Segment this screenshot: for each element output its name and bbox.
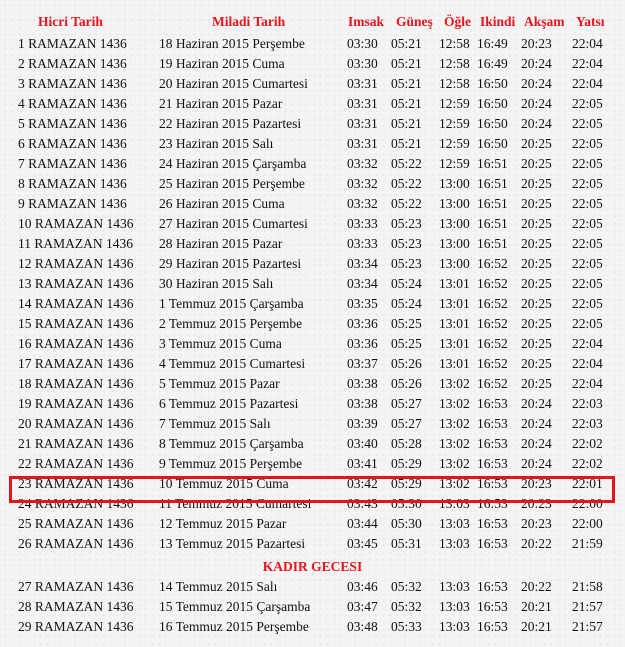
cell-yatsi: 21:58 <box>572 579 603 594</box>
cell-ikindi: 16:53 <box>477 579 508 594</box>
cell-hicri: 19 RAMAZAN 1436 <box>18 396 134 411</box>
cell-ikindi: 16:49 <box>477 36 508 51</box>
cell-imsak: 03:34 <box>347 276 378 291</box>
table-row <box>0 494 625 514</box>
cell-ogle: 13:01 <box>439 296 470 311</box>
table-row <box>0 597 625 617</box>
cell-aksam: 20:25 <box>521 196 552 211</box>
cell-aksam: 20:24 <box>521 456 552 471</box>
cell-yatsi: 22:03 <box>572 396 603 411</box>
cell-imsak: 03:34 <box>347 256 378 271</box>
cell-ogle: 13:00 <box>439 256 470 271</box>
cell-gunes: 05:24 <box>391 296 422 311</box>
cell-yatsi: 22:04 <box>572 76 603 91</box>
cell-gunes: 05:21 <box>391 116 422 131</box>
table-row <box>0 334 625 354</box>
cell-ogle: 12:59 <box>439 136 470 151</box>
cell-gunes: 05:33 <box>391 619 422 634</box>
header-yatsi: Yatsı <box>576 14 605 29</box>
cell-miladi: 8 Temmuz 2015 Çarşamba <box>159 436 304 451</box>
cell-ikindi: 16:53 <box>477 436 508 451</box>
cell-imsak: 03:47 <box>347 599 378 614</box>
cell-hicri: 9 RAMAZAN 1436 <box>18 196 127 211</box>
cell-ogle: 13:03 <box>439 496 470 511</box>
cell-imsak: 03:32 <box>347 176 378 191</box>
cell-aksam: 20:24 <box>521 416 552 431</box>
cell-aksam: 20:25 <box>521 276 552 291</box>
cell-ikindi: 16:49 <box>477 56 508 71</box>
cell-imsak: 03:30 <box>347 56 378 71</box>
cell-hicri: 15 RAMAZAN 1436 <box>18 316 134 331</box>
cell-hicri: 28 RAMAZAN 1436 <box>18 599 134 614</box>
cell-imsak: 03:33 <box>347 216 378 231</box>
cell-imsak: 03:32 <box>347 196 378 211</box>
cell-imsak: 03:33 <box>347 236 378 251</box>
cell-ogle: 13:01 <box>439 336 470 351</box>
cell-yatsi: 22:05 <box>572 156 603 171</box>
table-row <box>0 194 625 214</box>
cell-yatsi: 22:00 <box>572 516 603 531</box>
cell-ikindi: 16:53 <box>477 396 508 411</box>
cell-yatsi: 22:04 <box>572 336 603 351</box>
cell-ikindi: 16:51 <box>477 156 508 171</box>
cell-hicri: 27 RAMAZAN 1436 <box>18 579 134 594</box>
cell-yatsi: 22:05 <box>572 196 603 211</box>
cell-miladi: 28 Haziran 2015 Pazar <box>159 236 283 251</box>
cell-imsak: 03:37 <box>347 356 378 371</box>
cell-ikindi: 16:52 <box>477 336 508 351</box>
cell-hicri: 2 RAMAZAN 1436 <box>18 56 127 71</box>
cell-hicri: 26 RAMAZAN 1436 <box>18 536 134 551</box>
cell-hicri: 22 RAMAZAN 1436 <box>18 456 134 471</box>
table-row <box>0 294 625 314</box>
cell-hicri: 23 RAMAZAN 1436 <box>18 476 134 491</box>
cell-gunes: 05:30 <box>391 516 422 531</box>
cell-ogle: 13:03 <box>439 599 470 614</box>
table-row <box>0 314 625 334</box>
cell-ogle: 13:02 <box>439 436 470 451</box>
cell-yatsi: 22:05 <box>572 96 603 111</box>
table-row <box>0 454 625 474</box>
cell-ikindi: 16:53 <box>477 516 508 531</box>
cell-hicri: 10 RAMAZAN 1436 <box>18 216 134 231</box>
cell-ogle: 13:03 <box>439 516 470 531</box>
cell-gunes: 05:25 <box>391 336 422 351</box>
cell-yatsi: 22:03 <box>572 416 603 431</box>
cell-ikindi: 16:53 <box>477 456 508 471</box>
cell-miladi: 3 Temmuz 2015 Cuma <box>159 336 282 351</box>
cell-miladi: 30 Haziran 2015 Salı <box>159 276 274 291</box>
cell-miladi: 25 Haziran 2015 Perşembe <box>159 176 305 191</box>
cell-hicri: 20 RAMAZAN 1436 <box>18 416 134 431</box>
cell-miladi: 16 Temmuz 2015 Perşembe <box>159 619 309 634</box>
cell-gunes: 05:26 <box>391 356 422 371</box>
cell-ogle: 13:01 <box>439 276 470 291</box>
cell-yatsi: 22:05 <box>572 276 603 291</box>
table-row <box>0 254 625 274</box>
cell-ikindi: 16:51 <box>477 196 508 211</box>
cell-aksam: 20:25 <box>521 356 552 371</box>
cell-aksam: 20:25 <box>521 156 552 171</box>
cell-miladi: 7 Temmuz 2015 Salı <box>159 416 271 431</box>
cell-ogle: 13:02 <box>439 416 470 431</box>
cell-yatsi: 22:05 <box>572 256 603 271</box>
cell-ogle: 13:03 <box>439 536 470 551</box>
cell-miladi: 6 Temmuz 2015 Pazartesi <box>159 396 299 411</box>
cell-hicri: 29 RAMAZAN 1436 <box>18 619 134 634</box>
cell-ogle: 13:01 <box>439 316 470 331</box>
cell-aksam: 20:25 <box>521 296 552 311</box>
cell-miladi: 12 Temmuz 2015 Pazar <box>159 516 287 531</box>
cell-ogle: 13:00 <box>439 196 470 211</box>
cell-ikindi: 16:53 <box>477 619 508 634</box>
cell-yatsi: 21:59 <box>572 536 603 551</box>
cell-miladi: 24 Haziran 2015 Çarşamba <box>159 156 307 171</box>
cell-gunes: 05:21 <box>391 96 422 111</box>
cell-gunes: 05:22 <box>391 196 422 211</box>
cell-ikindi: 16:51 <box>477 236 508 251</box>
table-row <box>0 474 625 494</box>
table-row <box>0 274 625 294</box>
table-row <box>0 134 625 154</box>
cell-ikindi: 16:50 <box>477 76 508 91</box>
cell-hicri: 5 RAMAZAN 1436 <box>18 116 127 131</box>
cell-ogle: 13:01 <box>439 356 470 371</box>
cell-yatsi: 22:05 <box>572 136 603 151</box>
cell-miladi: 19 Haziran 2015 Cuma <box>159 56 285 71</box>
cell-imsak: 03:38 <box>347 376 378 391</box>
cell-ogle: 13:03 <box>439 579 470 594</box>
cell-yatsi: 22:02 <box>572 456 603 471</box>
cell-ogle: 13:03 <box>439 619 470 634</box>
cell-miladi: 29 Haziran 2015 Pazartesi <box>159 256 302 271</box>
cell-miladi: 1 Temmuz 2015 Çarşamba <box>159 296 304 311</box>
cell-ikindi: 16:51 <box>477 216 508 231</box>
header-miladi: Miladi Tarih <box>212 14 286 29</box>
cell-hicri: 6 RAMAZAN 1436 <box>18 136 127 151</box>
table-row <box>0 154 625 174</box>
cell-aksam: 20:25 <box>521 136 552 151</box>
cell-gunes: 05:21 <box>391 136 422 151</box>
cell-hicri: 13 RAMAZAN 1436 <box>18 276 134 291</box>
cell-gunes: 05:25 <box>391 316 422 331</box>
cell-miladi: 22 Haziran 2015 Pazartesi <box>159 116 302 131</box>
cell-hicri: 16 RAMAZAN 1436 <box>18 336 134 351</box>
cell-aksam: 20:25 <box>521 256 552 271</box>
cell-aksam: 20:24 <box>521 76 552 91</box>
cell-imsak: 03:36 <box>347 336 378 351</box>
table-row <box>0 617 625 637</box>
cell-yatsi: 22:04 <box>572 56 603 71</box>
cell-hicri: 7 RAMAZAN 1436 <box>18 156 127 171</box>
cell-hicri: 25 RAMAZAN 1436 <box>18 516 134 531</box>
cell-gunes: 05:23 <box>391 256 422 271</box>
cell-aksam: 20:24 <box>521 116 552 131</box>
cell-ogle: 13:02 <box>439 376 470 391</box>
cell-ikindi: 16:50 <box>477 136 508 151</box>
cell-ogle: 13:02 <box>439 396 470 411</box>
cell-gunes: 05:31 <box>391 536 422 551</box>
cell-aksam: 20:25 <box>521 176 552 191</box>
kadir-gecesi-label: KADIR GECESI <box>262 559 363 574</box>
cell-gunes: 05:32 <box>391 579 422 594</box>
cell-ikindi: 16:52 <box>477 316 508 331</box>
cell-yatsi: 22:02 <box>572 436 603 451</box>
cell-imsak: 03:38 <box>347 396 378 411</box>
cell-gunes: 05:24 <box>391 276 422 291</box>
cell-imsak: 03:36 <box>347 316 378 331</box>
cell-aksam: 20:25 <box>521 336 552 351</box>
table-row <box>0 577 625 597</box>
cell-gunes: 05:27 <box>391 416 422 431</box>
cell-aksam: 20:25 <box>521 216 552 231</box>
cell-imsak: 03:42 <box>347 476 378 491</box>
table-row <box>0 234 625 254</box>
cell-imsak: 03:41 <box>347 456 378 471</box>
cell-miladi: 23 Haziran 2015 Salı <box>159 136 274 151</box>
cell-yatsi: 22:05 <box>572 116 603 131</box>
table-row <box>0 394 625 414</box>
cell-ikindi: 16:52 <box>477 356 508 371</box>
cell-ikindi: 16:53 <box>477 536 508 551</box>
cell-imsak: 03:31 <box>347 76 378 91</box>
cell-yatsi: 22:05 <box>572 236 603 251</box>
cell-yatsi: 22:00 <box>572 496 603 511</box>
cell-miladi: 26 Haziran 2015 Cuma <box>159 196 285 211</box>
header-hicri: Hicri Tarih <box>38 14 103 29</box>
cell-imsak: 03:31 <box>347 96 378 111</box>
cell-yatsi: 21:57 <box>572 599 603 614</box>
cell-gunes: 05:30 <box>391 496 422 511</box>
cell-imsak: 03:43 <box>347 496 378 511</box>
header-imsak: Imsak <box>348 14 385 29</box>
header-ikindi: Ikindi <box>480 14 516 29</box>
cell-yatsi: 22:05 <box>572 296 603 311</box>
cell-ogle: 12:59 <box>439 96 470 111</box>
cell-aksam: 20:21 <box>521 619 552 634</box>
cell-gunes: 05:32 <box>391 599 422 614</box>
cell-ikindi: 16:51 <box>477 176 508 191</box>
cell-ikindi: 16:53 <box>477 416 508 431</box>
cell-yatsi: 22:05 <box>572 316 603 331</box>
table-row <box>0 94 625 114</box>
cell-imsak: 03:31 <box>347 116 378 131</box>
cell-aksam: 20:22 <box>521 579 552 594</box>
cell-ogle: 12:59 <box>439 116 470 131</box>
cell-ikindi: 16:50 <box>477 116 508 131</box>
cell-imsak: 03:48 <box>347 619 378 634</box>
cell-ogle: 12:58 <box>439 56 470 71</box>
cell-hicri: 14 RAMAZAN 1436 <box>18 296 134 311</box>
cell-miladi: 5 Temmuz 2015 Pazar <box>159 376 280 391</box>
table-row <box>0 54 625 74</box>
cell-yatsi: 22:01 <box>572 476 603 491</box>
cell-miladi: 2 Temmuz 2015 Perşembe <box>159 316 303 331</box>
cell-hicri: 4 RAMAZAN 1436 <box>18 96 127 111</box>
table-row <box>0 114 625 134</box>
cell-yatsi: 21:57 <box>572 619 603 634</box>
cell-gunes: 05:21 <box>391 56 422 71</box>
cell-ogle: 13:02 <box>439 476 470 491</box>
cell-gunes: 05:22 <box>391 176 422 191</box>
header-aksam: Akşam <box>524 14 565 29</box>
table-row <box>0 214 625 234</box>
header-gunes: Güneş <box>396 14 433 29</box>
cell-ikindi: 16:50 <box>477 96 508 111</box>
cell-ogle: 12:59 <box>439 156 470 171</box>
cell-miladi: 18 Haziran 2015 Perşembe <box>159 36 305 51</box>
cell-aksam: 20:25 <box>521 316 552 331</box>
cell-hicri: 8 RAMAZAN 1436 <box>18 176 127 191</box>
cell-ogle: 12:58 <box>439 36 470 51</box>
cell-imsak: 03:39 <box>347 416 378 431</box>
table-row <box>0 174 625 194</box>
cell-miladi: 10 Temmuz 2015 Cuma <box>159 476 289 491</box>
cell-ogle: 13:02 <box>439 456 470 471</box>
cell-imsak: 03:31 <box>347 136 378 151</box>
cell-gunes: 05:21 <box>391 36 422 51</box>
table-header-row <box>0 12 625 32</box>
cell-hicri: 18 RAMAZAN 1436 <box>18 376 134 391</box>
cell-aksam: 20:24 <box>521 96 552 111</box>
table-row <box>0 514 625 534</box>
cell-aksam: 20:22 <box>521 536 552 551</box>
cell-ogle: 13:00 <box>439 216 470 231</box>
cell-aksam: 20:24 <box>521 56 552 71</box>
cell-miladi: 9 Temmuz 2015 Perşembe <box>159 456 303 471</box>
cell-gunes: 05:23 <box>391 216 422 231</box>
cell-yatsi: 22:05 <box>572 176 603 191</box>
cell-miladi: 15 Temmuz 2015 Çarşamba <box>159 599 311 614</box>
cell-ikindi: 16:52 <box>477 256 508 271</box>
cell-aksam: 20:24 <box>521 436 552 451</box>
table-row <box>0 434 625 454</box>
cell-imsak: 03:45 <box>347 536 378 551</box>
cell-miladi: 21 Haziran 2015 Pazar <box>159 96 283 111</box>
cell-imsak: 03:32 <box>347 156 378 171</box>
cell-gunes: 05:23 <box>391 236 422 251</box>
cell-hicri: 1 RAMAZAN 1436 <box>18 36 127 51</box>
cell-gunes: 05:29 <box>391 476 422 491</box>
cell-miladi: 14 Temmuz 2015 Salı <box>159 579 278 594</box>
cell-hicri: 12 RAMAZAN 1436 <box>18 256 134 271</box>
cell-aksam: 20:23 <box>521 36 552 51</box>
cell-hicri: 24 RAMAZAN 1436 <box>18 496 134 511</box>
cell-ogle: 13:00 <box>439 176 470 191</box>
cell-miladi: 11 Temmuz 2015 Cumartesi <box>159 496 312 511</box>
cell-ikindi: 16:53 <box>477 476 508 491</box>
cell-hicri: 17 RAMAZAN 1436 <box>18 356 134 371</box>
cell-imsak: 03:46 <box>347 579 378 594</box>
cell-ikindi: 16:52 <box>477 296 508 311</box>
cell-yatsi: 22:04 <box>572 36 603 51</box>
cell-ikindi: 16:52 <box>477 276 508 291</box>
cell-ikindi: 16:52 <box>477 376 508 391</box>
cell-gunes: 05:21 <box>391 76 422 91</box>
table-row <box>0 74 625 94</box>
cell-yatsi: 22:04 <box>572 356 603 371</box>
table-row <box>0 354 625 374</box>
cell-aksam: 20:25 <box>521 376 552 391</box>
table-row <box>0 534 625 554</box>
cell-hicri: 11 RAMAZAN 1436 <box>18 236 134 251</box>
cell-ikindi: 16:53 <box>477 599 508 614</box>
header-ogle: Öğle <box>444 14 471 29</box>
cell-yatsi: 22:04 <box>572 376 603 391</box>
cell-imsak: 03:40 <box>347 436 378 451</box>
cell-hicri: 21 RAMAZAN 1436 <box>18 436 134 451</box>
table-row <box>0 374 625 394</box>
cell-hicri: 3 RAMAZAN 1436 <box>18 76 127 91</box>
cell-aksam: 20:23 <box>521 516 552 531</box>
cell-ikindi: 16:53 <box>477 496 508 511</box>
cell-gunes: 05:22 <box>391 156 422 171</box>
cell-aksam: 20:23 <box>521 496 552 511</box>
cell-gunes: 05:27 <box>391 396 422 411</box>
cell-aksam: 20:24 <box>521 396 552 411</box>
cell-miladi: 20 Haziran 2015 Cumartesi <box>159 76 308 91</box>
cell-gunes: 05:28 <box>391 436 422 451</box>
cell-imsak: 03:44 <box>347 516 378 531</box>
cell-yatsi: 22:05 <box>572 216 603 231</box>
cell-miladi: 4 Temmuz 2015 Cumartesi <box>159 356 306 371</box>
cell-aksam: 20:23 <box>521 476 552 491</box>
cell-ogle: 12:58 <box>439 76 470 91</box>
table-row <box>0 414 625 434</box>
cell-gunes: 05:26 <box>391 376 422 391</box>
cell-gunes: 05:29 <box>391 456 422 471</box>
cell-miladi: 13 Temmuz 2015 Pazartesi <box>159 536 306 551</box>
table-row <box>0 34 625 54</box>
cell-imsak: 03:35 <box>347 296 378 311</box>
cell-imsak: 03:30 <box>347 36 378 51</box>
cell-miladi: 27 Haziran 2015 Cumartesi <box>159 216 308 231</box>
cell-ogle: 13:00 <box>439 236 470 251</box>
cell-aksam: 20:25 <box>521 236 552 251</box>
cell-aksam: 20:21 <box>521 599 552 614</box>
